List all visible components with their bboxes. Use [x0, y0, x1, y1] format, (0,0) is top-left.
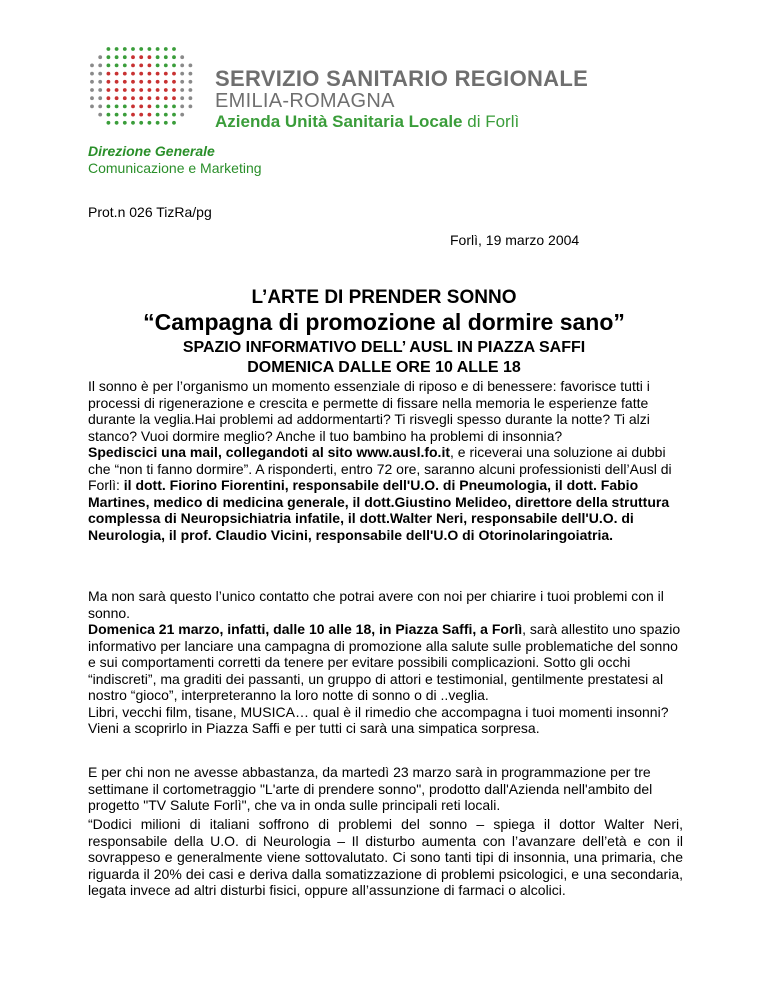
logo-dot [164, 72, 168, 76]
logo-dot [180, 88, 184, 92]
logo-dot [115, 55, 119, 59]
logo-dot [172, 88, 176, 92]
department-line1: Direzione Generale [88, 143, 215, 159]
logo-dot [156, 80, 160, 84]
org-name-line3-light: di Forlì [462, 112, 520, 131]
dot-grid-logo-icon [88, 44, 198, 134]
logo-dot [189, 80, 193, 84]
department [88, 143, 262, 177]
p1-doctors: il dott. Fiorino Fiorentini, responsabile dell'U.O. di Pneumologia, il dott. Fabio Martines, medico di medicina generale, il dott.Giustino Melideo, direttore della struttura complessa di Neuropsichiatria infatile, il dott.Walter Neri, responsabile dell'U.O. di Neurologia, il prof. Claudio Vicini, responsabile dell'U.O di Otorinolaringoiatria. [88, 477, 670, 543]
logo-dot [115, 88, 119, 92]
logo-dot [139, 96, 143, 100]
logo-dot [115, 96, 119, 100]
subtitle-line1: SPAZIO INFORMATIVO DELL’ AUSL IN PIAZZA SAFFI [182, 339, 586, 356]
logo-dot [180, 72, 184, 76]
logo-dot [189, 88, 193, 92]
logo-dot [164, 113, 168, 117]
logo-dot [164, 80, 168, 84]
logo-dot [107, 80, 111, 84]
logo-dot [180, 80, 184, 84]
p3-text: E per chi non ne avesse abbastanza, da martedì 23 marzo sarà in programmazione per tre settimane il cortometraggio "L'arte di prendere sonno", prodotto dall'Azienda nell'ambito del progetto "TV Salute Forlì", che va in onda sulle principali reti locali. [88, 764, 653, 813]
logo-dot [123, 105, 127, 109]
logo-dot [98, 80, 102, 84]
logo-dot [131, 64, 135, 68]
p1-middle: , e riceverai una soluzione ai dubbi che “non ti fanno dormire”. A risponderti, entro 72 ore, saranno alcuni professionisti dell’Ausl di Forlì: [88, 444, 672, 493]
logo-dot [156, 47, 160, 51]
logo-dot [148, 47, 152, 51]
logo-dot [139, 105, 143, 109]
logo-dot [139, 88, 143, 92]
logo-dot [131, 105, 135, 109]
paragraph-3 [88, 764, 683, 814]
logo-dot [148, 96, 152, 100]
org-name-line3 [215, 112, 519, 132]
logo-dot [123, 80, 127, 84]
org-name-line2: EMILIA-ROMAGNA [215, 90, 395, 112]
logo-dot [123, 121, 127, 125]
logo-dot [98, 64, 102, 68]
logo-dot [98, 113, 102, 117]
logo-dot [148, 80, 152, 84]
logo-dot [164, 55, 168, 59]
logo-dot [131, 113, 135, 117]
logo-dot [107, 72, 111, 76]
document-date: Forlì, 19 marzo 2004 [450, 232, 580, 248]
logo-dot [131, 55, 135, 59]
logo-dot [123, 64, 127, 68]
logo-dot [189, 96, 193, 100]
logo-dot [139, 113, 143, 117]
title-main: L’ARTE DI PRENDER SONNO [251, 287, 517, 308]
logo-dot [148, 72, 152, 76]
logo-dot [115, 80, 119, 84]
logo-dot [123, 96, 127, 100]
logo-dot [148, 105, 152, 109]
logo-dot [131, 121, 135, 125]
org-name-line1: SERVIZIO SANITARIO REGIONALE [215, 66, 589, 91]
logo-dot [172, 80, 176, 84]
logo-dot [148, 55, 152, 59]
logo-dot [90, 72, 94, 76]
paragraph-4 [88, 816, 683, 899]
p2-event-callout: Domenica 21 marzo, infatti, dalle 10 alle 18, in Piazza Saffi, a Forlì [88, 621, 523, 637]
logo-dot [164, 64, 168, 68]
logo-dot [107, 47, 111, 51]
logo-dot [131, 96, 135, 100]
logo-dot [172, 64, 176, 68]
logo-dot [164, 105, 168, 109]
logo-dot [123, 113, 127, 117]
logo-dot [131, 88, 135, 92]
logo-dot [148, 121, 152, 125]
p1-email-callout: Spediscici una mail, collegandoti al sito www.ausl.fo.it [88, 444, 450, 460]
logo-dot [107, 105, 111, 109]
logo-dot [148, 113, 152, 117]
logo-dot [156, 96, 160, 100]
logo-dot [172, 121, 176, 125]
logo-dot [189, 72, 193, 76]
logo-dot [139, 121, 143, 125]
title-subtitle [0, 338, 768, 378]
subtitle-line2: DOMENICA DALLE ORE 10 ALLE 18 [247, 359, 521, 376]
logo-dot [98, 72, 102, 76]
logo-dot [107, 88, 111, 92]
paragraph-1 [88, 378, 683, 543]
logo-dot [172, 47, 176, 51]
p2-body: , sarà allestito uno spazio informativo per lanciare una campagna di promozione alla salute sulle problematiche del sonno e sui comportamenti corretti da tenere per evitare possibili complicazioni. Sotto gli occhi “indiscreti”, ma graditi dei passanti, un gruppo di attori e testimonial, gentilmente prestatesi al nostro “gioco”, interpreteranno la loro notte di sonno o di ..veglia. [88, 621, 681, 703]
logo-dot [156, 88, 160, 92]
department-line2: Comunicazione e Marketing [88, 160, 262, 176]
protocol-number: Prot.n 026 TizRa/pg [88, 204, 212, 220]
logo-dot [139, 72, 143, 76]
logo-dot [189, 64, 193, 68]
logo-dot [123, 88, 127, 92]
logo-dot [180, 105, 184, 109]
logo-dot [164, 121, 168, 125]
org-name-line3-bold: Azienda Unità Sanitaria Locale [215, 112, 463, 131]
p1-intro: Il sonno è per l’organismo un momento essenziale di riposo e di benessere: favorisce tutti i processi di rigenerazione e crescita e permette di fissare nella memoria le esperienze fatte durante la veglia.Hai problemi ad addormentarti? Ti risvegli spesso durante la notte? Ti alzi stanco? Vuoi dormire meglio? Anche il tuo bambino ha problemi di insonnia? [88, 378, 650, 444]
logo-dot [164, 96, 168, 100]
logo-dot [115, 121, 119, 125]
title-campaign: “Campagna di promozione al dormire sano” [143, 309, 625, 335]
p2-intro: Ma non sarà questo l’unico contatto che potrai avere con noi per chiarire i tuoi problemi con il sonno. [88, 588, 664, 621]
logo-dot [172, 113, 176, 117]
logo-dot [107, 121, 111, 125]
logo-dot [107, 64, 111, 68]
logo-dot [98, 55, 102, 59]
logo-dot [123, 72, 127, 76]
logo-dot [172, 105, 176, 109]
logo-dot [172, 72, 176, 76]
logo-dot [172, 96, 176, 100]
logo-dot [156, 105, 160, 109]
logo-dot [172, 55, 176, 59]
logo-dot [180, 55, 184, 59]
logo-dot [139, 47, 143, 51]
logo-dot [90, 88, 94, 92]
logo-dot [148, 88, 152, 92]
logo-dot [180, 96, 184, 100]
logo-dot [107, 113, 111, 117]
logo-dot [180, 113, 184, 117]
logo-dot [98, 88, 102, 92]
logo-dot [139, 80, 143, 84]
logo-dot [156, 113, 160, 117]
logo-dot [90, 96, 94, 100]
logo-dot [148, 64, 152, 68]
logo-dot [115, 64, 119, 68]
p2-closing: Libri, vecchi film, tisane, MUSICA… qual è il rimedio che accompagna i tuoi momenti insonni? Vieni a scoprirlo in Piazza Saffi e per tutti ci sarà una simpatica sorpresa. [88, 703, 669, 736]
logo-dot [123, 47, 127, 51]
logo-dot [107, 55, 111, 59]
logo-dot [131, 72, 135, 76]
logo-dot [115, 113, 119, 117]
logo-dot [164, 47, 168, 51]
logo-dot [189, 105, 193, 109]
logo-dot [115, 72, 119, 76]
logo-dot [139, 55, 143, 59]
logo-dot [164, 88, 168, 92]
logo-dot [107, 96, 111, 100]
logo-dot [156, 64, 160, 68]
logo-dot [98, 96, 102, 100]
logo-dot [90, 80, 94, 84]
logo-dot [115, 105, 119, 109]
logo-dot [156, 121, 160, 125]
logo-dot [115, 47, 119, 51]
logo-dot [180, 64, 184, 68]
logo-dot [90, 64, 94, 68]
paragraph-2 [88, 588, 683, 737]
logo-dot [98, 105, 102, 109]
logo-dot [90, 105, 94, 109]
logo-dot [139, 64, 143, 68]
logo-dot [131, 47, 135, 51]
logo-dot [156, 55, 160, 59]
logo-dot [156, 72, 160, 76]
logo-dot [123, 55, 127, 59]
p4-text: “Dodici milioni di italiani soffrono di problemi del sonno – spiega il dottor Walter Neri, responsabile della U.O. di Neurologia – Il disturbo aumenta con l’avanzare dell’età e con il sovrappeso e generalmente viene sottovalutato. Ci sono tanti tipi di insonnia, una primaria, che riguarda il 20% dei casi e deriva dalla somatizzazione di problemi psicologici, e una secondaria, legata invece ad altri disturbi fisici, oppure all’assunzione di farmaci o alcolici. [88, 816, 683, 898]
logo-dot [131, 80, 135, 84]
